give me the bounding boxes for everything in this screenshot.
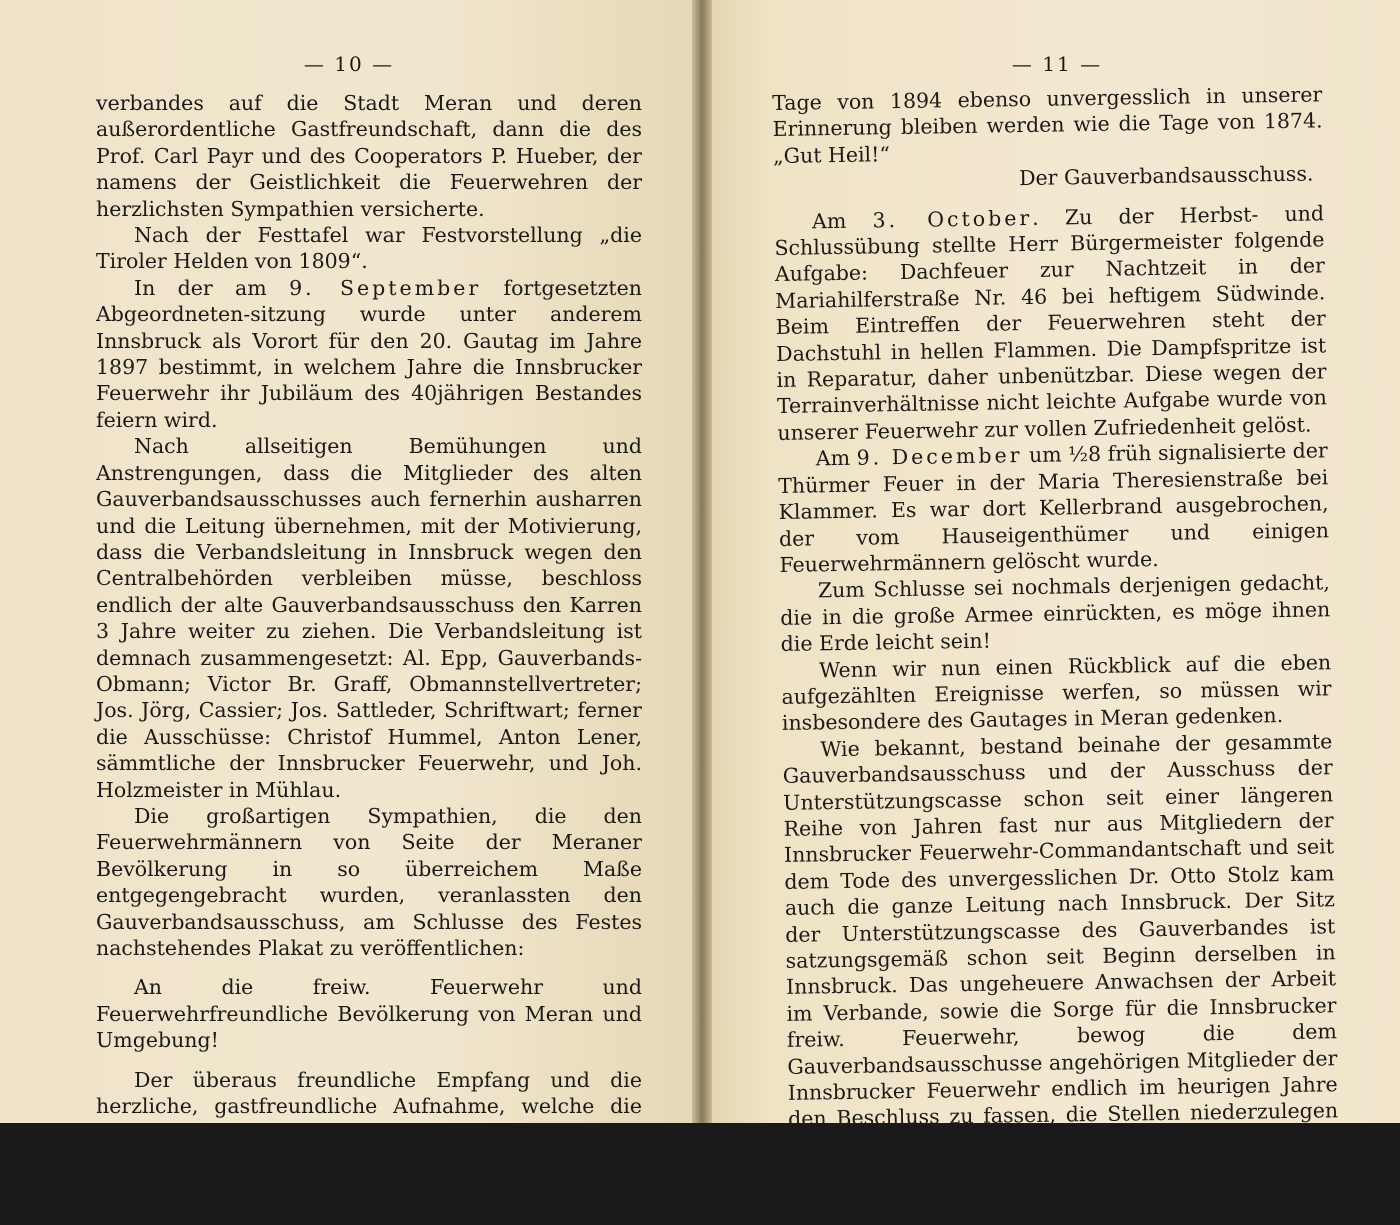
paragraph: Die großartigen Sympathien, die den Feuerwehrmännern von Seite der Meraner Bevölkerung in so überreichem Maße entgegengebracht wurden, veranlassten den Gauverbandsausschuss, am Schlusse des Festes nachstehendes Plakat zu veröffentlichen: xyxy=(96,803,642,960)
placard-heading: An die freiw. Feuerwehr und Feuerwehrfreundliche Bevölkerung von Meran und Umgebung! xyxy=(96,975,642,1053)
paragraph-text: . Zu der Herbst- und Schlussübung stellte Herr Bürgermeister folgende Aufgabe: Dachfeuer zur Nachtzeit in der Mariahilferstraße Nr. 46 bei heftigem Südwinde. Beim Eintreffen der Feuerwehren steht der Dachstuhl in hellen Flammen. Die Dampfspritze ist in Reparatur, daher unbenützbar. Diese wegen der Terrainverhältnisse nicht leichte Aufgabe wurde von unserer Feuerwehr zur vollen Zufriedenheit gelöst. xyxy=(774,200,1328,445)
paragraph-text: um ½8 früh signalisierte der Thürmer Feuer in der Maria Theresienstraße bei Klammer. Es war dort Kellerbrand ausgebrochen, der vom Hauseigenthümer und einigen Feuerwehrmännern gelöscht wurde. xyxy=(778,438,1330,577)
paragraph: verbandes auf die Stadt Meran und deren außerordentliche Gastfreundschaft, dann die des Prof. Carl Payr und des Cooperators P. Hueber, der namens der Geistlichkeit die Feuerwehren der herzlichsten Sympathien versicherte. xyxy=(96,91,642,221)
paragraph xyxy=(774,200,1328,446)
paragraph xyxy=(778,438,1330,579)
paragraph xyxy=(96,275,642,433)
page-number: — 11 — xyxy=(1011,52,1103,76)
paragraph: Wie bekannt, bestand beinahe der gesammte Gauverbandsausschuss und der Ausschuss der Unterstützungscasse schon seit einer längeren Reihe von Jahren fast nur aus Mitgliedern der Innsbrucker Feuerwehr-Commandantschaft und seit dem Tode des unvergesslichen Dr. Otto Stolz kam auch die ganze Leitung nach Innsbruck. Der Sitz der Unterstützungscasse des Gauverbandes ist satzungsgemäß schon seit Beginn derselben in Innsbruck. Das ungeheuere Anwachsen der Arbeit im Verbande, sowie die Sorge für die Innsbrucker freiw. Feuerwehr, bewog die dem Gauverbandsausschusse angehörigen Mitglieder der Innsbrucker Feuerwehr endlich im heurigen Jahre den Beschluss zu fassen, die Stellen niederzulegen und dem Gautage zu erklären, dass sich die hiesigen Mitglieder xyxy=(782,729,1339,1185)
paragraph: Tage von 1894 ebenso unvergesslich in unserer Erinnerung bleiben werden wie die Tage von 1874. „Gut Heil!“ xyxy=(772,82,1323,168)
right-page xyxy=(700,0,1400,1185)
paragraph-text: In der am xyxy=(134,275,290,300)
paragraph-text: Am xyxy=(815,445,857,471)
page-text xyxy=(772,81,1339,1185)
signature-line: Der Gauverbandsausschuss. xyxy=(1018,161,1314,191)
paragraph-text: fortgesetzten Abgeordneten-sitzung wurde unter anderem Innsbruck als Vorort für den 20. Gautag im Jahre 1897 bestimmt, in welchem Jahre die Innsbrucker Feuerwehr ihr Jubiläum des 40jährigen Bestandes feiern wird. xyxy=(96,275,642,432)
paragraph: Wenn wir nun einen Rückblick auf die eben aufgezählten Ereignisse werfen, so müssen wir insbesondere des Gautages in Meran gedenken. xyxy=(781,649,1332,736)
paragraph-text: Am xyxy=(811,208,873,234)
date-emphasis: 9. September xyxy=(289,275,482,300)
page-number: — 10 — xyxy=(303,52,395,76)
paragraph: Zum Schlusse sei nochmals derjenigen gedacht, die in die große Armee einrückten, es möge ihnen die Erde leicht sein! xyxy=(780,570,1331,657)
date-emphasis: 3. October xyxy=(872,205,1033,233)
paragraph: Nach der Festtafel war Festvorstellung „die Tiroler Helden von 1809“. xyxy=(96,223,642,274)
paragraph: Nach allseitigen Bemühungen und Anstrengungen, dass die Mitglieder des alten Gauverbandsausschusses auch fernerhin ausharren und die Leitung übernehmen, mit der Motivierung, dass die Verbandsleitung in Innsbruck wegen den Centralbehörden verbleiben müsse, beschloss endlich der alte Gauverbandsausschuss den Karren 3 Jahre weiter zu ziehen. Die Verbandsleitung ist demnach zusammengesetzt: Al. Epp, Gauverbands-Obmann; Victor Br. Graff, Obmannstellvertreter; Jos. Jörg, Cassier; Jos. Sattleder, Schriftwart; ferner die Ausschüsse: Christof Hummel, Anton Lener, sämmtliche der Innsbrucker Feuerwehr, und Joh. Holzmeister in Mühlau. xyxy=(96,434,642,802)
page-text xyxy=(96,90,642,1225)
left-page xyxy=(0,0,700,1224)
date-emphasis: 9. December xyxy=(856,443,1023,470)
paragraph: Der überaus freundliche Empfang und die herzliche, gastfreundliche Aufnahme, welche die Feuerwehren aus fern und nah hier gefunden, veranlassen den Unterzeichneten, den tiefgefühlten Dank auszusprechen, mit der Versicherung, dass die xyxy=(96,1067,642,1224)
book-gutter xyxy=(692,0,712,1123)
